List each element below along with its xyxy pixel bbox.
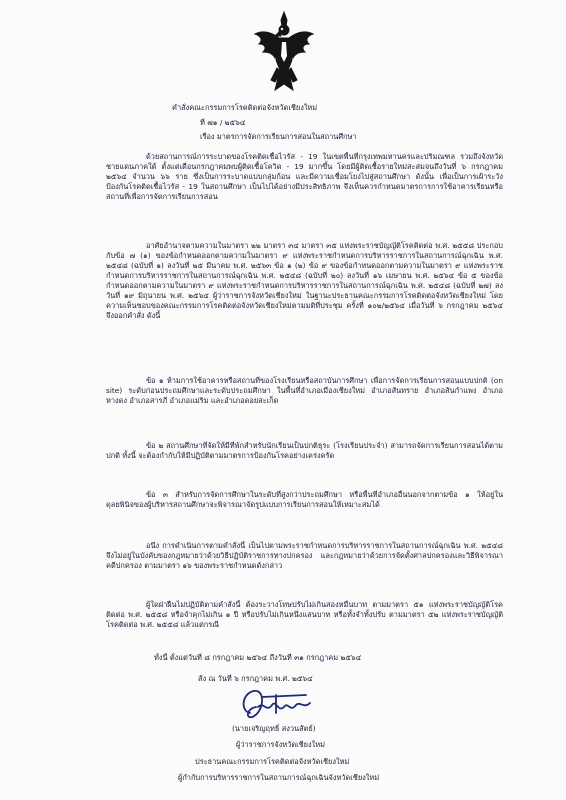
order-number: ที่ ๗๑ / ๒๕๖๔ (200, 118, 246, 127)
effective-period: ทั้งนี้ ตั้งแต่วันที่ ๘ กรกฎาคม ๒๕๖๔ ถึงวันที่ ๓๑ กรกฎาคม ๒๕๖๔ (154, 653, 362, 662)
order-title: คำสั่งคณะกรรมการโรคติดต่อจังหวัดเชียงใหม่ (172, 103, 318, 112)
signatory-name: (นายเจริญฤทธิ์ สงวนสัตย์) (232, 724, 316, 733)
handwritten-signature-icon (236, 683, 322, 723)
garuda-emblem-icon (253, 10, 315, 92)
paragraph-legal-authority: อาศัยอำนาจตามความในมาตรา ๒๒ มาตรา ๓๔ มาตรา ๓๕ แห่งพระราชบัญญัติโรคติดต่อ พ.ศ. ๒๕๕๘ ประกอบกับข้อ ๗ (๑) ของข้อกำหนดออกตามความในมาตรา ๙ แห่งพระราชกำหนดการบริหารราชการในสถานการณ์ฉุกเฉิน พ.ศ. ๒๕๔๘ (ฉบับที่ ๑) ลงวันที่ ๒๕ มีนาคม พ.ศ. ๒๕๖๓ ข้อ ๑ (๒) ข้อ ๙ ของข้อกำหนดออกตามความในมาตรา ๙ แห่งพระราชกำหนดการบริหารราชการในสถานการณ์ฉุกเฉิน พ.ศ. ๒๕๔๘ (ฉบับที่ ๒๐) ลงวันที่ ๑๖ เมษายน พ.ศ. ๒๕๖๔ ข้อ ๕ ของข้อกำหนดออกตามความในมาตรา ๙ แห่งพระราชกำหนดการบริหารราชการในสถานการณ์ฉุกเฉิน พ.ศ. ๒๕๔๘ (ฉบับที่ ๒๗) ลงวันที่ ๑๙ มิถุนายน พ.ศ. ๒๕๖๔ ผู้ว่าราชการจังหวัดเชียงใหม่ ในฐานะประธานคณะกรรมการโรคติดต่อจังหวัดเชียงใหม่ โดยความเห็นชอบของคณะกรรมการโรคติดต่อจังหวัดเชียงใหม่ตามมติที่ประชุม ครั้งที่ ๑๐๒/๒๕๖๔ เมื่อวันที่ ๖ กรกฎาคม ๒๕๖๔ จึงออกคำสั่ง ดังนี้ (106, 241, 503, 320)
clause-1: ข้อ ๑ ห้ามการใช้อาคารหรือสถานที่ของโรงเรียนหรือสถาบันการศึกษา เพื่อการจัดการเรียนการสอนแบบปกติ (on site) ระดับก่อนประถมศึกษาและระดับประถมศึกษา ในพื้นที่อำเภอเมืองเชียงใหม่ อำเภอสันทราย อำเภอสันกำแพง อำเภอหางดง อำเภอสารภี อำเภอแม่ริม และอำเภอดอยสะเก็ด (106, 376, 503, 405)
paragraph-legal-basis: อนึ่ง การดำเนินการตามคำสั่งนี้ เป็นไปตามพระราชกำหนดการบริหารราชการในสถานการณ์ฉุกเฉิน พ.ศ. ๒๕๔๘ จึงไม่อยู่ในบังคับของกฎหมายว่าด้วยวิธีปฏิบัติราชการทางปกครอง และกฎหมายว่าด้วยการจัดตั้งศาลปกครองและวิธีพิจารณาคดีปกครอง ตามมาตรา ๑๖ ของพระราชกำหนดดังกล่าว (106, 541, 503, 570)
order-subject: เรื่อง มาตรการจัดการเรียนการสอนในสถานศึกษา (200, 132, 357, 141)
signatory-position-emergency: ผู้กำกับการบริหารราชการในสถานการณ์ฉุกเฉินจังหวัดเชียงใหม่ (178, 773, 380, 782)
signatory-position-chair: ประธานคณะกรรมการโรคติดต่อจังหวัดเชียงใหม่ (195, 757, 350, 766)
paragraph-penalty: ผู้ใดฝ่าฝืนไม่ปฏิบัติตามคำสั่งนี้ ต้องระวางโทษปรับไม่เกินสองหมื่นบาท ตามมาตรา ๕๑ แห่งพระราชบัญญัติโรคติดต่อ พ.ศ. ๒๕๕๘ หรือจำคุกไม่เกิน ๑ ปี หรือปรับไม่เกินหนึ่งแสนบาท หรือทั้งจำทั้งปรับ ตามมาตรา ๕๒ แห่งพระราชบัญญัติโรคติดต่อ พ.ศ. ๒๕๕๘ แล้วแต่กรณี (106, 600, 503, 629)
clause-2: ข้อ ๒ สถานศึกษาที่จัดให้มีที่พักสำหรับนักเรียนเป็นปกติธุระ (โรงเรียนประจำ) สามารถจัดการเรียนการสอนได้ตามปกติ ทั้งนี้ จะต้องกำกับให้มีปฏิบัติตามมาตรการป้องกันโรคอย่างเคร่งครัด (106, 441, 503, 460)
signatory-position-governor: ผู้ว่าราชการจังหวัดเชียงใหม่ (236, 740, 325, 749)
clause-3: ข้อ ๓ สำหรับการจัดการศึกษาในระดับที่สูงกว่าประถมศึกษา หรือพื้นที่อำเภออื่นนอกจากตามข้อ ๑ ให้อยู่ในดุลยพินิจของผู้บริหารสถานศึกษาจะพิจารณาจัดรูปแบบการเรียนการสอนให้เหมาะสมได้ (106, 490, 503, 509)
paragraph-background: ด้วยสถานการณ์การระบาดของโรคติดเชื้อไวรัส - 19 ในเขตพื้นที่กรุงเทพมหานครและปริมณฑล รวมถึงจังหวัดชายแดนภาคใต้ ตั้งแต่เดือนกรกฎาคมพบผู้ติดเชื้อโควิด - 19 มากขึ้น โดยมีผู้ติดเชื้อรายใหม่สะสมจนถึงวันที่ ๖ กรกฎาคม ๒๕๖๔ จำนวน ๖๖ ราย ซึ่งเป็นการระบาดแบบกลุ่มก้อน และมีความเชื่อมโยงไปสู่สถานศึกษา ดังนั้น เพื่อเป็นการเฝ้าระวังป้องกันโรคติดเชื้อไวรัส - 19 ในสถานศึกษา เป็นไปได้อย่างมีประสิทธิภาพ จึงเห็นควรกำหนดมาตรการการใช้อาคารเรียนหรือสถานที่เพื่อการจัดการเรียนการสอน (106, 152, 503, 201)
order-date: สั่ง ณ วันที่ ๖ กรกฎาคม พ.ศ. ๒๕๖๔ (198, 674, 313, 683)
